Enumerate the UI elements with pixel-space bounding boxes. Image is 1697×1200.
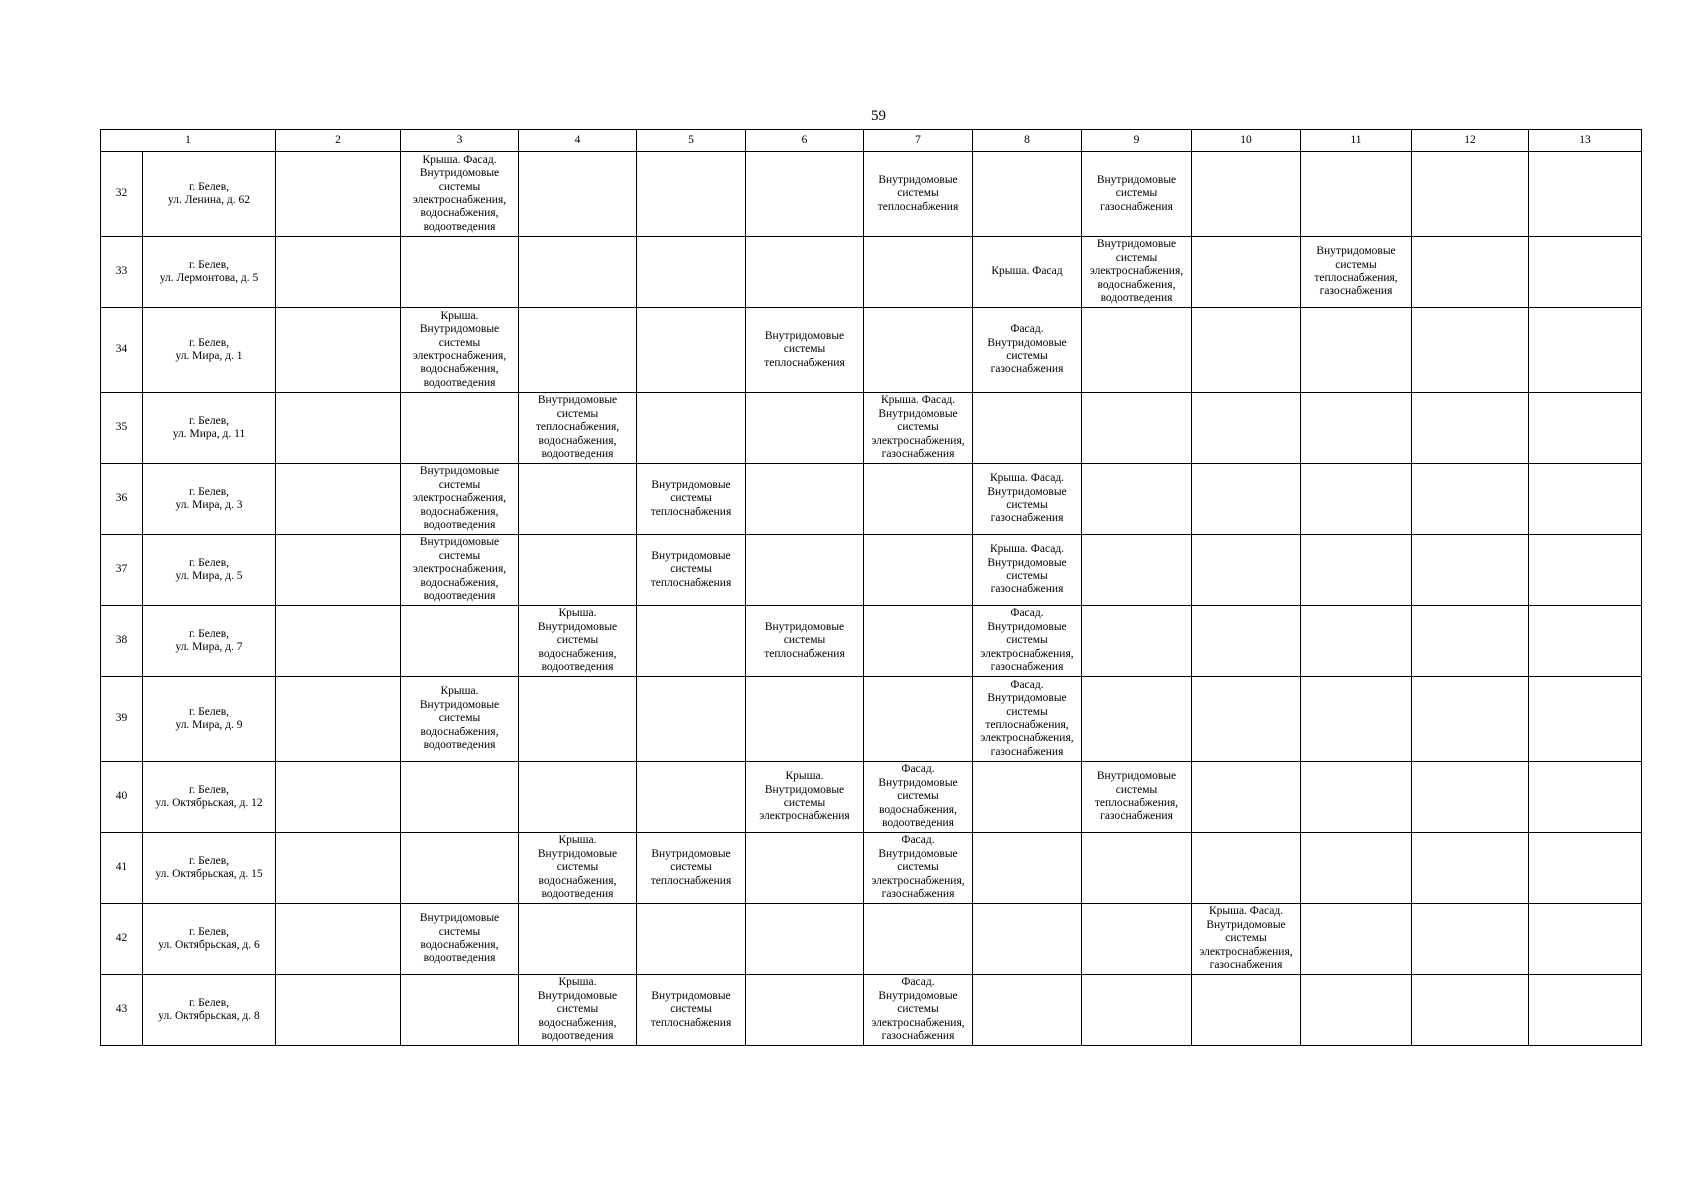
col3-cell [401, 535, 519, 606]
address-cell [143, 535, 276, 606]
cell-text: Внутридомовые системы теплоснабжения [650, 478, 732, 518]
col5-cell [637, 308, 746, 393]
col2-cell [276, 904, 401, 975]
cell-text: Внутридомовые системы теплоснабжения, водоснабжения, водоотведения [535, 394, 620, 461]
col13-cell [1529, 237, 1642, 308]
col13-cell [1529, 152, 1642, 237]
col11-cell [1301, 152, 1412, 237]
col6-cell [746, 762, 864, 833]
col12-cell [1412, 833, 1529, 904]
table-row [101, 606, 1642, 677]
col4-cell [519, 464, 637, 535]
col11-cell [1301, 237, 1412, 308]
col3-cell [401, 833, 519, 904]
cell-text: г. Белев, ул. Мира, д. 9 [175, 705, 243, 731]
cell-text: г. Белев, ул. Мира, д. 3 [175, 485, 243, 511]
col13-cell [1529, 464, 1642, 535]
cell-text: Внутридомовые системы теплоснабжения [764, 329, 845, 369]
row-number-cell [101, 152, 143, 237]
column-header: 2 [276, 130, 401, 152]
col8-cell [973, 762, 1082, 833]
col10-cell [1192, 975, 1301, 1046]
col2-cell [276, 237, 401, 308]
col10-cell [1192, 677, 1301, 762]
cell-text: Крыша. Фасад. Внутридомовые системы электроснабжения, газоснабжения [1199, 905, 1293, 972]
col9-cell [1082, 975, 1192, 1046]
col11-cell [1301, 606, 1412, 677]
col6-cell [746, 393, 864, 464]
cell-text: Крыша. Внутридомовые системы электроснабжения, водоснабжения, водоотведения [412, 309, 507, 389]
col10-cell [1192, 535, 1301, 606]
cell-text: Фасад. Внутридомовые системы водоснабжения, водоотведения [878, 763, 958, 830]
address-cell [143, 677, 276, 762]
table-row [101, 677, 1642, 762]
col4-cell [519, 308, 637, 393]
cell-text: Внутридомовые системы теплоснабжения [764, 620, 845, 660]
col6-cell [746, 975, 864, 1046]
col8-cell [973, 237, 1082, 308]
row-number-cell [101, 464, 143, 535]
col9-cell [1082, 393, 1192, 464]
col11-cell [1301, 393, 1412, 464]
col6-cell [746, 535, 864, 606]
col3-cell [401, 606, 519, 677]
col3-cell [401, 152, 519, 237]
col7-cell [864, 762, 973, 833]
col2-cell [276, 535, 401, 606]
cell-text: Крыша. Фасад. Внутридомовые системы электроснабжения, газоснабжения [871, 394, 965, 461]
col4-cell [519, 152, 637, 237]
col6-cell [746, 237, 864, 308]
col13-cell [1529, 535, 1642, 606]
cell-text: 35 [115, 421, 128, 434]
column-header: 10 [1192, 130, 1301, 152]
row-number-cell [101, 393, 143, 464]
col13-cell [1529, 904, 1642, 975]
col4-cell [519, 762, 637, 833]
col6-cell [746, 152, 864, 237]
col11-cell [1301, 677, 1412, 762]
col7-cell [864, 677, 973, 762]
col7-cell [864, 393, 973, 464]
col12-cell [1412, 464, 1529, 535]
col12-cell [1412, 904, 1529, 975]
col10-cell [1192, 833, 1301, 904]
row-number-cell [101, 237, 143, 308]
col9-cell [1082, 237, 1192, 308]
address-cell [143, 606, 276, 677]
cell-text: Внутридомовые системы теплоснабжения, газоснабжения [1314, 245, 1398, 298]
row-number-cell [101, 308, 143, 393]
col8-cell [973, 606, 1082, 677]
column-header: 1 [101, 130, 276, 152]
col12-cell [1412, 762, 1529, 833]
cell-text: Крыша. Внутридомовые системы водоснабжения, водоотведения [537, 607, 618, 674]
column-header: 3 [401, 130, 519, 152]
cell-text: г. Белев, ул. Октябрьская, д. 15 [155, 854, 263, 880]
col5-cell [637, 904, 746, 975]
col4-cell [519, 833, 637, 904]
column-header: 11 [1301, 130, 1412, 152]
col13-cell [1529, 833, 1642, 904]
table-row [101, 237, 1642, 308]
col8-cell [973, 308, 1082, 393]
col13-cell [1529, 308, 1642, 393]
row-number-cell [101, 975, 143, 1046]
table-row [101, 152, 1642, 237]
column-header: 7 [864, 130, 973, 152]
col2-cell [276, 464, 401, 535]
col12-cell [1412, 677, 1529, 762]
cell-text: г. Белев, ул. Лермонтова, д. 5 [159, 258, 259, 284]
col9-cell [1082, 464, 1192, 535]
column-header: 5 [637, 130, 746, 152]
col9-cell [1082, 606, 1192, 677]
cell-text: Крыша. Внутридомовые системы водоснабжения, водоотведения [419, 685, 500, 752]
col2-cell [276, 308, 401, 393]
col9-cell [1082, 904, 1192, 975]
col12-cell [1412, 308, 1529, 393]
cell-text: Фасад. Внутридомовые системы теплоснабжения, электроснабжения, газоснабжения [980, 678, 1074, 758]
cell-text: Крыша. Фасад. Внутридомовые системы электроснабжения, водоснабжения, водоотведения [412, 153, 507, 233]
col12-cell [1412, 152, 1529, 237]
column-header: 9 [1082, 130, 1192, 152]
col8-cell [973, 393, 1082, 464]
col8-cell [973, 975, 1082, 1046]
col5-cell [637, 606, 746, 677]
cell-text: Внутридомовые системы теплоснабжения [650, 549, 732, 589]
col3-cell [401, 308, 519, 393]
cell-text: г. Белев, ул. Октябрьская, д. 12 [155, 783, 263, 809]
col2-cell [276, 606, 401, 677]
row-number-cell [101, 762, 143, 833]
col13-cell [1529, 762, 1642, 833]
col7-cell [864, 237, 973, 308]
col8-cell [973, 535, 1082, 606]
col11-cell [1301, 535, 1412, 606]
col11-cell [1301, 833, 1412, 904]
cell-text: Внутридомовые системы теплоснабжения [650, 989, 732, 1029]
cell-text: Крыша. Фасад. Внутридомовые системы газоснабжения [987, 543, 1067, 596]
col2-cell [276, 762, 401, 833]
col10-cell [1192, 393, 1301, 464]
table-row [101, 535, 1642, 606]
cell-text: Фасад. Внутридомовые системы электроснабжения, газоснабжения [980, 607, 1074, 674]
cell-text: 42 [115, 932, 128, 945]
col8-cell [973, 677, 1082, 762]
address-cell [143, 762, 276, 833]
cell-text: 36 [115, 492, 128, 505]
col3-cell [401, 762, 519, 833]
col2-cell [276, 833, 401, 904]
address-cell [143, 152, 276, 237]
col4-cell [519, 237, 637, 308]
col4-cell [519, 393, 637, 464]
table-row [101, 393, 1642, 464]
column-header: 6 [746, 130, 864, 152]
col6-cell [746, 464, 864, 535]
col10-cell [1192, 762, 1301, 833]
col2-cell [276, 677, 401, 762]
col4-cell [519, 677, 637, 762]
col9-cell [1082, 762, 1192, 833]
col7-cell [864, 152, 973, 237]
cell-text: 33 [115, 265, 128, 278]
col4-cell [519, 904, 637, 975]
table-row [101, 464, 1642, 535]
col11-cell [1301, 464, 1412, 535]
table-row [101, 975, 1642, 1046]
col12-cell [1412, 606, 1529, 677]
col9-cell [1082, 677, 1192, 762]
col3-cell [401, 393, 519, 464]
cell-text: Крыша. Внутридомовые системы водоснабжения, водоотведения [537, 976, 618, 1043]
col13-cell [1529, 393, 1642, 464]
row-number-cell [101, 833, 143, 904]
page-number: 59 [871, 108, 886, 124]
col13-cell [1529, 606, 1642, 677]
col11-cell [1301, 762, 1412, 833]
col5-cell [637, 237, 746, 308]
col6-cell [746, 308, 864, 393]
col10-cell [1192, 904, 1301, 975]
cell-text: г. Белев, ул. Мира, д. 11 [172, 414, 246, 440]
header-row [101, 130, 1642, 152]
address-cell [143, 904, 276, 975]
row-number-cell [101, 606, 143, 677]
cell-text: 34 [115, 343, 128, 356]
col3-cell [401, 237, 519, 308]
address-cell [143, 833, 276, 904]
row-number-cell [101, 904, 143, 975]
col9-cell [1082, 833, 1192, 904]
col12-cell [1412, 237, 1529, 308]
cell-text: г. Белев, ул. Ленина, д. 62 [168, 180, 250, 206]
table-row [101, 904, 1642, 975]
address-cell [143, 975, 276, 1046]
address-cell [143, 237, 276, 308]
cell-text: 43 [115, 1003, 128, 1016]
cell-text: 39 [115, 712, 128, 725]
col3-cell [401, 975, 519, 1046]
col6-cell [746, 833, 864, 904]
row-number-cell [101, 535, 143, 606]
col10-cell [1192, 464, 1301, 535]
col2-cell [276, 975, 401, 1046]
cell-text: 40 [115, 790, 128, 803]
col4-cell [519, 535, 637, 606]
col8-cell [973, 904, 1082, 975]
col7-cell [864, 535, 973, 606]
table-row [101, 762, 1642, 833]
column-header: 13 [1529, 130, 1642, 152]
cell-text: 41 [115, 861, 128, 874]
col5-cell [637, 535, 746, 606]
col4-cell [519, 975, 637, 1046]
col12-cell [1412, 393, 1529, 464]
table-row [101, 833, 1642, 904]
col12-cell [1412, 535, 1529, 606]
cell-text: Внутридомовые системы теплоснабжения, газоснабжения [1094, 770, 1179, 823]
col8-cell [973, 833, 1082, 904]
cell-text: Внутридомовые системы газоснабжения [1096, 173, 1177, 213]
cell-text: г. Белев, ул. Октябрьская, д. 6 [158, 925, 260, 951]
col10-cell [1192, 237, 1301, 308]
col8-cell [973, 464, 1082, 535]
col5-cell [637, 762, 746, 833]
cell-text: г. Белев, ул. Мира, д. 1 [175, 336, 243, 362]
col9-cell [1082, 308, 1192, 393]
cell-text: 37 [115, 563, 128, 576]
cell-text: Внутридомовые системы водоснабжения, водоотведения [419, 912, 500, 965]
col11-cell [1301, 308, 1412, 393]
cell-text: Внутридомовые системы электроснабжения, водоснабжения, водоотведения [412, 465, 507, 532]
cell-text: г. Белев, ул. Мира, д. 7 [175, 627, 243, 653]
column-header: 12 [1412, 130, 1529, 152]
col13-cell [1529, 677, 1642, 762]
cell-text: 38 [115, 634, 128, 647]
col5-cell [637, 464, 746, 535]
col3-cell [401, 904, 519, 975]
col5-cell [637, 677, 746, 762]
col9-cell [1082, 152, 1192, 237]
col10-cell [1192, 606, 1301, 677]
col11-cell [1301, 975, 1412, 1046]
address-cell [143, 308, 276, 393]
col2-cell [276, 393, 401, 464]
cell-text: г. Белев, ул. Октябрьская, д. 8 [158, 996, 260, 1022]
repair-schedule-table [100, 129, 1642, 1046]
address-cell [143, 464, 276, 535]
col11-cell [1301, 904, 1412, 975]
col10-cell [1192, 152, 1301, 237]
cell-text: 32 [115, 187, 128, 200]
cell-text: Внутридомовые системы теплоснабжения [877, 173, 959, 213]
col3-cell [401, 464, 519, 535]
column-header: 4 [519, 130, 637, 152]
cell-text: Крыша. Внутридомовые системы водоснабжения, водоотведения [537, 834, 618, 901]
col7-cell [864, 464, 973, 535]
col5-cell [637, 975, 746, 1046]
col12-cell [1412, 975, 1529, 1046]
col13-cell [1529, 975, 1642, 1046]
cell-text: г. Белев, ул. Мира, д. 5 [175, 556, 243, 582]
cell-text: Фасад. Внутридомовые системы газоснабжения [987, 323, 1067, 376]
col7-cell [864, 975, 973, 1046]
col5-cell [637, 152, 746, 237]
cell-text: Внутридомовые системы электроснабжения, водоснабжения, водоотведения [412, 536, 507, 603]
table-row [101, 308, 1642, 393]
col5-cell [637, 833, 746, 904]
col10-cell [1192, 308, 1301, 393]
column-header: 8 [973, 130, 1082, 152]
cell-text: Крыша. Фасад. Внутридомовые системы газоснабжения [987, 472, 1067, 525]
cell-text: Крыша. Внутридомовые системы электроснабжения [759, 770, 850, 823]
col7-cell [864, 833, 973, 904]
col6-cell [746, 677, 864, 762]
cell-text: Внутридомовые системы электроснабжения, водоснабжения, водоотведения [1089, 238, 1184, 305]
col7-cell [864, 904, 973, 975]
col6-cell [746, 606, 864, 677]
col8-cell [973, 152, 1082, 237]
col6-cell [746, 904, 864, 975]
table-body [101, 152, 1642, 1046]
cell-text: Внутридомовые системы теплоснабжения [650, 847, 732, 887]
address-cell [143, 393, 276, 464]
col3-cell [401, 677, 519, 762]
col9-cell [1082, 535, 1192, 606]
cell-text: Крыша. Фасад [991, 265, 1063, 278]
col7-cell [864, 606, 973, 677]
cell-text: Фасад. Внутридомовые системы электроснабжения, газоснабжения [871, 976, 965, 1043]
cell-text: Фасад. Внутридомовые системы электроснабжения, газоснабжения [871, 834, 965, 901]
row-number-cell [101, 677, 143, 762]
col7-cell [864, 308, 973, 393]
col5-cell [637, 393, 746, 464]
col4-cell [519, 606, 637, 677]
col2-cell [276, 152, 401, 237]
